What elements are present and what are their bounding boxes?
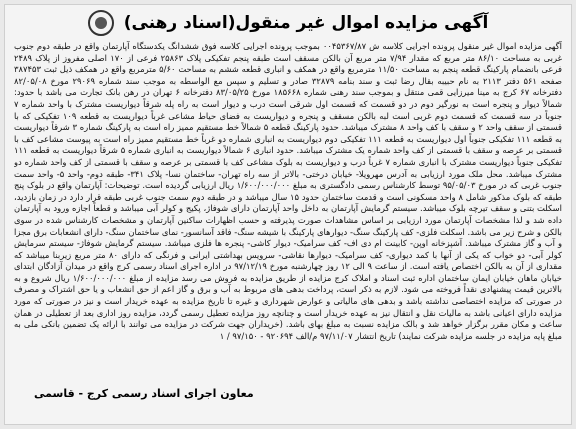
notice-header [5, 7, 571, 39]
notice-footer [14, 385, 562, 423]
auction-notice [4, 4, 572, 425]
notice-body: آگهی مزایده اموال غیر منقول پرونده اجرایی کلاسه ش ۰۰۴۵۳۶۷/۸۷ بموجب پرونده اجرایی کلاسه فوق ششدانگ یکدستگاه آپارتمان واقع در طبقه دوم جنوب غربی به مساحت ۸۶/۱۰ متر مربع که مقدار ۷/۹۴ متر مربع آن بالکن مسقف است طبقه پنجم تفکیکی پلاک ۲۵۸۶۳ فرعی از ۱۷۰ اصلی مفروز از پلاک ۲۴۸۹ فرعی بانضمام پارکینگ قطعه پنجم به مساحت ۱۱/۵۰ مترمربع واقع در همکف و انباری قطعه ششم به مساحت ۵/۶۰ مترمربع واقع در همکف ذیل ثبت ۳۸۷۴۵۳ صفحه ۵۶۱ دفتر ۲۱۱۳ به نام حبیبه بقال رضا ثبت و سند بنامه ۳۲۸۷۹ صادر و تسلیم و سپس مع الواسطه به موجب سند شماره ۲۹۰۶۹ مورخ ۸۲/۰۵/۰۸ دفترخانه ۶۷ کرج به مینا میرزایی قمی منتقل و بموجب سند رهنی شماره ۱۸۵۶۶۸ مورخ ۸۳/۰۵/۲۵ دفترخانه ۶ تهران در رهن بانک تجارت می باشد با حدود: شمالاً دیوار و پنجره است به نورگیر دوم در دو قسمت که قسمت اول شرقی است درب و دیوار است به راه پله شرقاً دیواریست مشترک با واحد شماره ۷ جنوباً در سه قسمت که قسمت دوم غربی است لبه بالکن مسقف و پنجره و دیواریست به فضای حیاط مشاعی غرباً دیواریست به قطعه ۱۰۹ تفکیکی که با قسمتی از سقف واحد ۲ و سقف با کف واحد ۸ مشترک میباشد. حدود پارکینگ قطعه ۵ شمالاً خط مستقیم ممیز راه است به پارکینگ شماره ۳ شرقاً دیواریست به قطعه ۱۱۱ تفکیکی جنوباً اول دیواریست به قطعه ۱۱۱ تفکیکی دوم دیواریست به انباری شماره دو غرباً خط مستقیم ممیز راه است به پیوست مشاعی کف با قسمتی بر عرصه و سقف با قسمتی از کف واحد شماره یک مشترک میباشد. حدود انباری ۶ شمالاً دیواریست به انباری شماره ۵ شرقاً دیواریست به قطعه ۱۱۱ تفکیکی جنوباً دیواریست مشترک با انباری شماره ۷ غرباً درب و دیواریست به بلوک مشاعی کف با قسمتی بر عرصه و سقف با قسمتی از کف واحد شماره دو مشترک میباشد. محل ملک مورد ارزیابی به آدرس مهرویلا- خیابان درختی- بالاتر از سه راه تهران- ساختمان نسا- پلاک ۳۴۱- طبقه دوم- واحد ۵- واحد سمت جنوب غربی که در مورخ ۹۵/۰۵/۰۳ توسط کارشناس رسمی دادگستری به مبلغ ۱/۶۰۰/۰۰۰/۰۰۰ ریال ارزیابی گردیده است. توضیحات: آپارتمان واقع در بلوک پنج طبقه که بلوک مذکور شامل ۸ واحد مسکونی است و قدمت ساختمان حدود ۱۵ سال میباشد و در طبقه دوم سمت جنوب غربی طبقه قرار دارد در زمان بازدید، اسکلت بتنی و سقف تیرچه بلوک میباشد. سیستم گرمایش آپارتمان به داخل واحد آپارتمان دارای شوفاژ، پکیج و کولر آبی میباشد و قطعاً اجازه ورود به آپارتمان داده شد و لذا مشخصات آپارتمان مورد ارزیابی بر اساس مشاهدات صورت پذیرفته و حسب اظهارات ساکنین آپارتمان و مشخصات کارشناس شده در سوی بالکن و شرح زیر می باشد. اسکلت فلزی- کف پارکینگ سنگ- دیوارهای پارکینگ با شیشه سنگ- فاقد آسانسور- نمای ساختمان سنگ- دارای انشعابات برق مجزا و آب و گاز مشترک میباشد. آشپزخانه اوپن- کابینت ام دی اف- کف سرامیک- دیوار کاشی- پنجره ها فلزی میباشد. سیستم گرمایش شوفاژ- سیستم سرمایش کولر آبی- دو خواب که یکی از آنها با کمد دیواری- کف سرامیک- دیوارها نقاشی- سرویس بهداشتی ایرانی و فرنگی که دارای ۸۰ متر مربع زیربنا میباشد که مقداری از آن به بالکن اختصاص یافته است. از ساعت ۹ الی ۱۲ روز چهارشنبه مورخ ۹۷/۱۲/۱۹ در اداره اجرای اسناد رسمی کرج واقع در میدان آزادگان ابتدای خیابان ماهان خیابان ایمان ساختمان اداره ثبت اسناد و املاک کرج مزایده از طریق مزایده به فروش می رسد مزایده از مبلغ ۱/۶۰۰/۰۰۰/۰۰۰ ریال شروع و به بالاترین قیمت پیشنهادی نقداً فروخته می شود. لازم به ذکر است، پرداخت بدهی های مربوط به آب و برق و گاز اعم از حق انشعاب و یا حق اشتراک و مصرف در صورتی که مزایده اختصاصی نداشته باشد و بدهی های مالیاتی و عوارض شهرداری و غیره تا تاریخ مزایده به عهده خریدار است و نیز در صورتی که مورد مزایده دارای اعیانی باشد به مالیات نقل و انتقال نیز به عهده خریدار است و چنانچه روز مزایده تعطیل رسمی گردد، مزایده روز اداری بعد از تعطیلی در همان ساعت و مکان مقرر برگزار خواهد شد و بالک مزایده نسبت به مبلغ بهای باشد. (خریداران جهت شرکت در مزایده می توانند با ارائه یک تضمین بانکی ملی به مبلغ پایه مزایده در جلسه مزایده شرکت نمایند) تاریخ انتشار ۹۷/۱۱/۰۷ م/الف ۹۲۰۶۹۴ - ۹۷/۱۵۰ / ۱ [14, 41, 562, 341]
notice-title: آگهی مزایده اموال غیر منقول(اسناد رهنی) [123, 13, 489, 33]
issuer-signature: معاون اجرای اسناد رسمی کرج - قاسمی [34, 387, 254, 400]
emblem-icon [88, 10, 114, 36]
